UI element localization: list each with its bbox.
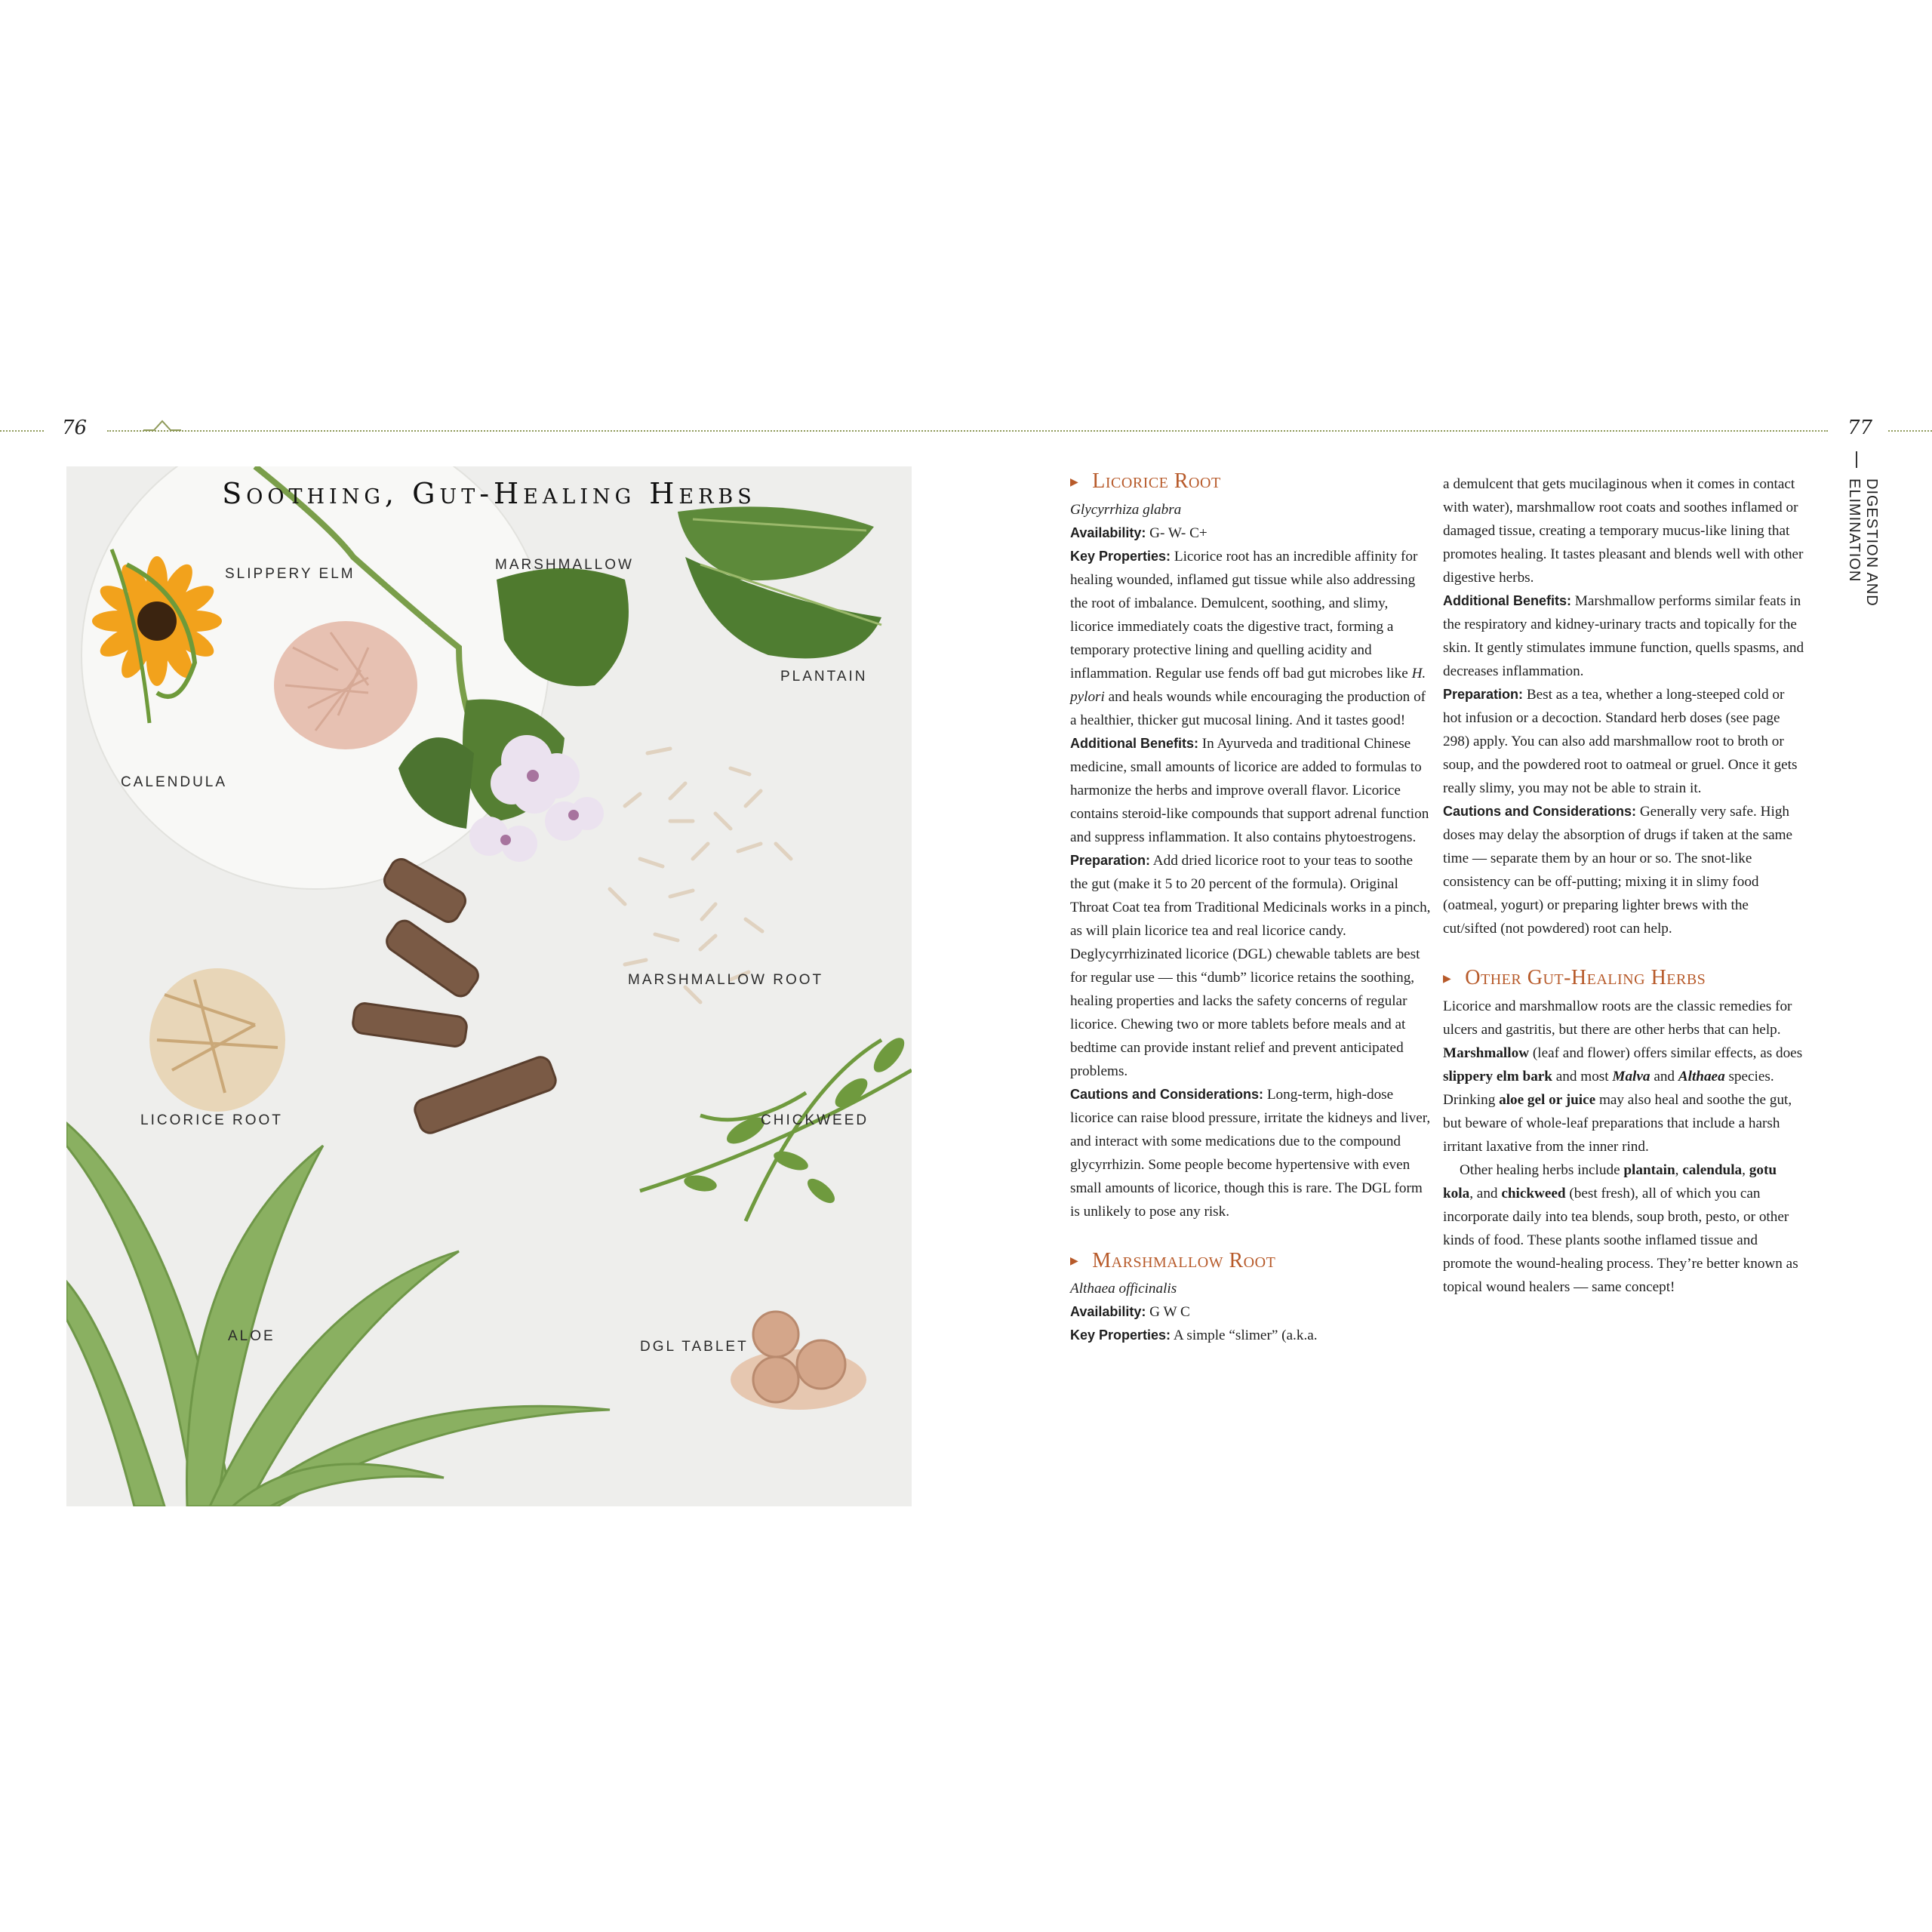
bold-run: Marshmallow: [1443, 1044, 1530, 1061]
text-run: and most: [1555, 1068, 1609, 1084]
text-run: (leaf and flower) offers similar effects, as does: [1532, 1044, 1803, 1061]
chapter-title: DIGESTION AND ELIMINATION: [1846, 478, 1880, 607]
preparation-label: Preparation:: [1070, 852, 1151, 868]
cautions-label: Cautions and Considerations:: [1070, 1086, 1264, 1102]
label-plantain: PLANTAIN: [780, 669, 868, 685]
preparation-label: Preparation:: [1443, 687, 1524, 702]
bold-run: plantain: [1623, 1161, 1675, 1178]
marshmallow-heading-text: Marshmallow Root: [1092, 1248, 1276, 1272]
section-gap: [1070, 1223, 1432, 1246]
licorice-additional-benefits: [1070, 732, 1432, 849]
key-properties-italic: H. pylori: [1070, 665, 1426, 705]
licorice-preparation: [1070, 849, 1432, 1083]
section-heading-licorice: [1070, 466, 1432, 498]
bold-run: chickweed: [1501, 1185, 1566, 1201]
label-marshmallow-root: MARSHMALLOW ROOT: [628, 972, 824, 988]
marshmallow-latin-name: Althaea officinalis: [1070, 1281, 1177, 1297]
plantain-leaves: [678, 506, 881, 658]
header-notch-icon: [143, 418, 181, 435]
bold-run: aloe gel or juice: [1499, 1091, 1596, 1108]
label-calendula: CALENDULA: [121, 774, 228, 790]
licorice-latin-name: Glycyrrhiza glabra: [1070, 501, 1182, 518]
bold-run: calendula: [1682, 1161, 1743, 1178]
text-run: species. Drinking: [1443, 1068, 1774, 1108]
header-rule-left: [0, 430, 44, 432]
section-heading-marshmallow: [1070, 1246, 1432, 1278]
triangle-bullet-icon: ▶: [1443, 973, 1452, 985]
text-column-left: [1070, 466, 1432, 1347]
additional-benefits-label: Additional Benefits:: [1070, 735, 1198, 751]
section-heading-other-herbs: [1443, 963, 1805, 995]
licorice-cut-pile: [149, 968, 285, 1112]
italic-run: Althaea: [1678, 1068, 1725, 1084]
text-column-right: [1443, 472, 1805, 1299]
text-run: Other healing herbs include: [1460, 1161, 1620, 1178]
herb-photo: [66, 466, 912, 1506]
additional-benefits-label: Additional Benefits:: [1443, 593, 1571, 608]
availability-value: G- W- C+: [1149, 525, 1208, 541]
availability-label: Availability:: [1070, 525, 1146, 540]
bold-run: slippery elm bark: [1443, 1068, 1552, 1084]
cautions-label: Cautions and Considerations:: [1443, 804, 1637, 819]
key-properties-text: Licorice root has an incredible affinity for healing wounded, inflamed gut tissue while also addressing the root of imbalance. Demulcent, soothing, and slimy, licorice immediately coats the digestive tract, forming a temporary protective lining and quelling acidity and inflammation. Regular use fends off bad gut microbes like: [1070, 548, 1418, 681]
licorice-cautions: [1070, 1083, 1432, 1223]
photo-title: Soothing, Gut-Healing Herbs: [222, 477, 756, 510]
text-run: and: [1654, 1068, 1675, 1084]
label-marshmallow: MARSHMALLOW: [495, 557, 634, 573]
key-properties-text: A simple “slimer” (a.k.a.: [1173, 1327, 1318, 1344]
licorice-availability: [1070, 521, 1432, 545]
key-properties-text-2: and heals wounds while encouraging the production of a healthier, thicker gut mucosal lining. And it tastes good!: [1070, 688, 1426, 728]
marshmallow-key-properties-start: [1070, 1324, 1432, 1347]
licorice-key-properties: [1070, 545, 1432, 732]
additional-benefits-text: Marshmallow performs similar feats in the respiratory and kidney-urinary tracts and topically for the skin. It gently stimulates immune function, quells spasms, and decreases inflammation.: [1443, 593, 1804, 679]
marshmallow-additional-benefits: [1443, 589, 1805, 683]
label-chickweed: CHICKWEED: [761, 1112, 869, 1128]
label-dgl-tablet: DGL TABLET: [640, 1339, 749, 1355]
key-properties-label: Key Properties:: [1070, 1327, 1171, 1343]
cautions-text: Long-term, high-dose licorice can raise blood pressure, irritate the kidneys and liver, and interact with some medications due to the compound glycyrrhizin. Some people become hypertensive with even small amounts of licorice, though this is rare. The DGL form is unlikely to pose any risk.: [1070, 1086, 1431, 1220]
other-herbs-paragraph-2: Other healing herbs include plantain, calendula, gotu kola, and chickweed (best fresh), all of which you can incorporate daily into tea blends, soup broth, pesto, or other kinds of food. These plants soothe inflamed tissue and promote the wound-healing process. They’re better known as topical wound healers — same concept!: [1443, 1161, 1798, 1295]
label-licorice-root: LICORICE ROOT: [140, 1112, 283, 1128]
key-properties-label: Key Properties:: [1070, 548, 1171, 564]
italic-run: Malva: [1612, 1068, 1651, 1084]
availability-value: G W C: [1149, 1304, 1190, 1321]
marshmallow-key-properties-cont: a demulcent that gets mucilaginous when it comes in contact with water), marshmallow root coats and soothes inflamed or damaged tissue, creating a temporary mucus-like lining that promotes healing. It tastes pleasant and blends well with other digestive herbs.: [1443, 476, 1804, 586]
triangle-bullet-icon: ▶: [1070, 1256, 1079, 1268]
marshmallow-cautions: [1443, 800, 1805, 940]
availability-label: Availability:: [1070, 1304, 1146, 1320]
aloe-leaves: [66, 1123, 610, 1506]
chapter-side-tab: [1842, 451, 1880, 678]
additional-benefits-text: In Ayurveda and traditional Chinese medicine, small amounts of licorice are added to formulas to harmonize the herbs and improve overall flavor. Licorice contains steroid-like compounds that support adrenal function and suppress inflammation. It also contains phytoestrogens.: [1070, 735, 1429, 845]
licorice-heading-text: Licorice Root: [1092, 469, 1221, 493]
side-tab-bar: [1856, 451, 1857, 468]
slippery-elm-pile: [274, 621, 417, 749]
text-run: may also heal and soothe the gut, but beware of whole-leaf preparations that include a harsh irritant laxative from the inner rind.: [1443, 1091, 1792, 1155]
marshmallow-preparation: [1443, 683, 1805, 800]
label-aloe: ALOE: [228, 1328, 275, 1344]
preparation-text: Best as a tea, whether a long-steeped cold or hot infusion or a decoction. Standard herb doses (see page 298) apply. You can also add marshmallow root to broth or soup, and the powdered root to oatmeal or gruel. Once it gets really slimy, you may not be able to strain it.: [1443, 687, 1798, 796]
licorice-root-sticks: [352, 855, 558, 1136]
text-run: Licorice and marshmallow roots are the classic remedies for ulcers and gastritis, but there are other herbs that can help.: [1443, 998, 1792, 1038]
header-rule-left-long: [107, 430, 1828, 432]
text-run: (best fresh), all of which you can incorporate daily into tea blends, soup broth, pesto, or other kinds of food. These plants soothe inflamed tissue and promote the wound-healing process. They’re better known as topical wound healers — same concept!: [1443, 1185, 1798, 1295]
cautions-text: Generally very safe. High doses may delay the absorption of drugs if taken at the same time — separate them by an hour or so. The snot-like consistency can be off-putting; mixing it in slimy food (oatmeal, yogurt) or preparing lighter brews with the cut/sifted (not powdered) root can help.: [1443, 804, 1793, 937]
other-herbs-paragraph-1: [1443, 995, 1805, 1158]
header-rule-right: [1888, 430, 1932, 432]
marshmallow-availability: [1070, 1300, 1432, 1324]
page-number-right: 77: [1847, 417, 1873, 439]
preparation-text: Add dried licorice root to your teas to soothe the gut (make it 5 to 20 percent of the formula). Original Throat Coat tea from Traditional Medicinals works in a pinch, as will plain licorice tea and real licorice candy. Deglycyrrhizinated licorice (DGL) chewable tablets are best for regular use — this “dumb” licorice retains the soothing, healing properties and lacks the safety concerns of regular licorice. Chewing two or more tablets before meals and at bedtime can provide instant relief and prevent anticipated problems.: [1070, 852, 1431, 1079]
page-number-left: 76: [62, 417, 88, 439]
marshmallow-root-pile: [610, 749, 791, 1002]
section-gap: [1443, 940, 1805, 963]
bold-run: gotu kola: [1443, 1161, 1777, 1201]
triangle-bullet-icon: ▶: [1070, 476, 1079, 488]
other-herbs-heading-text: Other Gut-Healing Herbs: [1465, 966, 1706, 989]
dgl-tablets: [731, 1312, 866, 1410]
label-slippery-elm: SLIPPERY ELM: [225, 566, 355, 582]
